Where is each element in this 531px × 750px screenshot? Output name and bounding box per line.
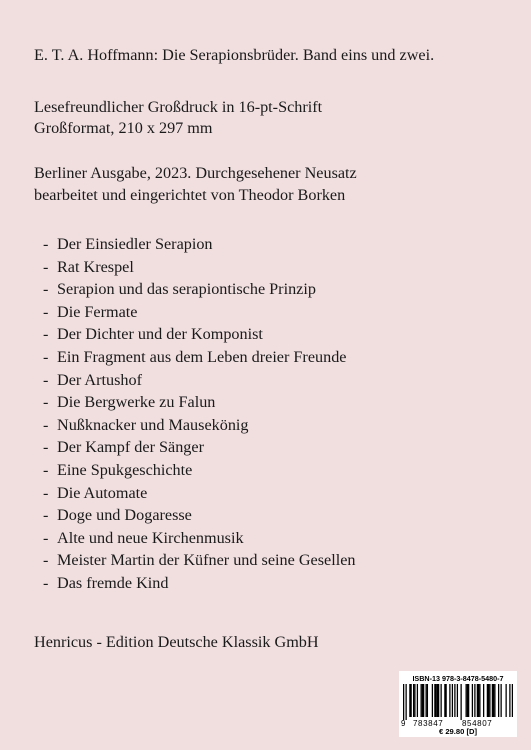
list-dash: - (43, 302, 49, 321)
contents-item-label: Serapion und das serapiontische Prinzip (57, 280, 316, 299)
barcode-bar (436, 684, 437, 717)
barcode-bar (501, 684, 502, 717)
barcode-bar (461, 684, 462, 720)
barcode-bar (488, 684, 489, 717)
book-title-line: E. T. A. Hoffmann: Die Serapionsbrüder. Band eins und zwei. (34, 46, 435, 64)
contents-item (34, 459, 355, 482)
barcode-digits-left: 783847 (413, 719, 444, 728)
barcode-bar (492, 684, 493, 717)
contents-item (34, 233, 355, 256)
contents-item (34, 436, 355, 459)
barcode-bar (472, 684, 473, 717)
barcode-bar (452, 684, 453, 717)
barcode-bar (467, 684, 468, 717)
barcode-bar (403, 684, 404, 720)
contents-item (34, 549, 355, 572)
contents-item-label: Die Fermate (57, 302, 138, 321)
barcode-bar (413, 684, 414, 717)
barcode-bar (446, 684, 447, 717)
contents-item (34, 256, 355, 279)
contents-item-label: Alte und neue Kirchenmusik (57, 528, 244, 547)
contents-item-label: Die Automate (57, 483, 148, 502)
publisher-line: Henricus - Edition Deutsche Klassik GmbH (34, 633, 319, 651)
isbn-barcode (399, 671, 517, 737)
contents-item-label: Eine Spukgeschichte (57, 460, 193, 479)
barcode-bar (444, 684, 445, 717)
contents-list (34, 233, 355, 595)
contents-item (34, 527, 355, 550)
contents-item-label: Der Artushof (57, 370, 142, 389)
barcode-bar (454, 684, 455, 717)
list-dash: - (43, 551, 49, 570)
barcode-bar (438, 684, 439, 717)
list-dash: - (43, 528, 49, 547)
barcode-bar (427, 684, 428, 717)
contents-item-label: Der Dichter und der Komponist (57, 325, 263, 344)
contents-item (34, 504, 355, 527)
contents-item (34, 391, 355, 414)
barcode-bar (414, 684, 415, 717)
list-dash: - (43, 506, 49, 525)
price-label: € 29.80 [D] (439, 727, 477, 736)
contents-item (34, 369, 355, 392)
isbn-label: ISBN-13 978-3-8478-5480-7 (412, 674, 504, 683)
barcode-bar (406, 684, 407, 720)
contents-item (34, 572, 355, 595)
contents-item-label: Das fremde Kind (57, 573, 169, 592)
barcode-bar (422, 684, 423, 717)
list-dash: - (43, 393, 49, 412)
contents-item (34, 346, 355, 369)
barcode-bar (477, 684, 478, 717)
barcode-bar (441, 684, 442, 717)
list-dash: - (43, 438, 49, 457)
barcode-bar (489, 684, 490, 717)
barcode-bar (479, 684, 480, 717)
barcode-bar (457, 684, 458, 717)
barcode-bar (437, 684, 438, 717)
list-dash: - (43, 257, 49, 276)
barcode-bar (426, 684, 427, 717)
barcode-bar (498, 684, 499, 717)
contents-item (34, 482, 355, 505)
list-dash: - (43, 573, 49, 592)
contents-item-label: Meister Martin der Küfner und seine Gesellen (57, 551, 356, 570)
list-dash: - (43, 415, 49, 434)
contents-item (34, 278, 355, 301)
editor-note: bearbeitet und eingerichtet von Theodor Borken (34, 186, 346, 204)
barcode-bar (434, 684, 435, 717)
barcode-bar (411, 684, 412, 717)
barcode-bar (494, 684, 495, 717)
contents-item-label: Nußknacker und Mausekönig (57, 415, 249, 434)
list-dash: - (43, 325, 49, 344)
barcode-bar (466, 684, 467, 717)
list-dash: - (43, 280, 49, 299)
barcode-bar (432, 684, 433, 717)
barcode-digit-first: 9 (401, 719, 406, 728)
list-dash: - (43, 483, 49, 502)
barcode-digits-right: 854807 (462, 719, 493, 728)
barcode-bar (474, 684, 475, 717)
contents-item-label: Der Kampf der Sänger (57, 438, 204, 457)
list-dash: - (43, 235, 49, 253)
contents-item-label: Rat Krespel (57, 257, 134, 276)
barcode-bar (493, 684, 494, 717)
edition-note: Berliner Ausgabe, 2023. Durchgesehener Neusatz (34, 164, 357, 182)
barcode-bar (478, 684, 479, 717)
barcode-bar (468, 684, 469, 717)
barcode-bar (421, 684, 422, 717)
list-dash: - (43, 347, 49, 366)
large-print-note: Lesefreundlicher Großdruck in 16-pt-Schrift (34, 98, 323, 116)
list-dash: - (43, 370, 49, 389)
list-dash: - (43, 460, 49, 479)
contents-item (34, 301, 355, 324)
barcode-bar (512, 684, 513, 717)
barcode-bar (483, 684, 484, 717)
barcode-bar (409, 684, 410, 717)
barcode-bar (487, 684, 488, 717)
contents-item-label: Die Bergwerke zu Falun (57, 393, 216, 412)
barcode-bar (423, 684, 424, 717)
barcode-bar (449, 684, 450, 717)
barcode-bars (403, 684, 513, 720)
barcode-bar (509, 684, 510, 717)
format-note: Großformat, 210 x 297 mm (34, 119, 213, 137)
contents-item (34, 323, 355, 346)
contents-item-label: Doge und Dogaresse (57, 506, 192, 525)
contents-item (34, 414, 355, 437)
contents-item-label: Der Einsiedler Serapion (57, 235, 213, 253)
barcode-bar (506, 684, 507, 717)
barcode-bar (417, 684, 418, 717)
contents-item-label: Ein Fragment aus dem Leben dreier Freunde (57, 347, 347, 366)
